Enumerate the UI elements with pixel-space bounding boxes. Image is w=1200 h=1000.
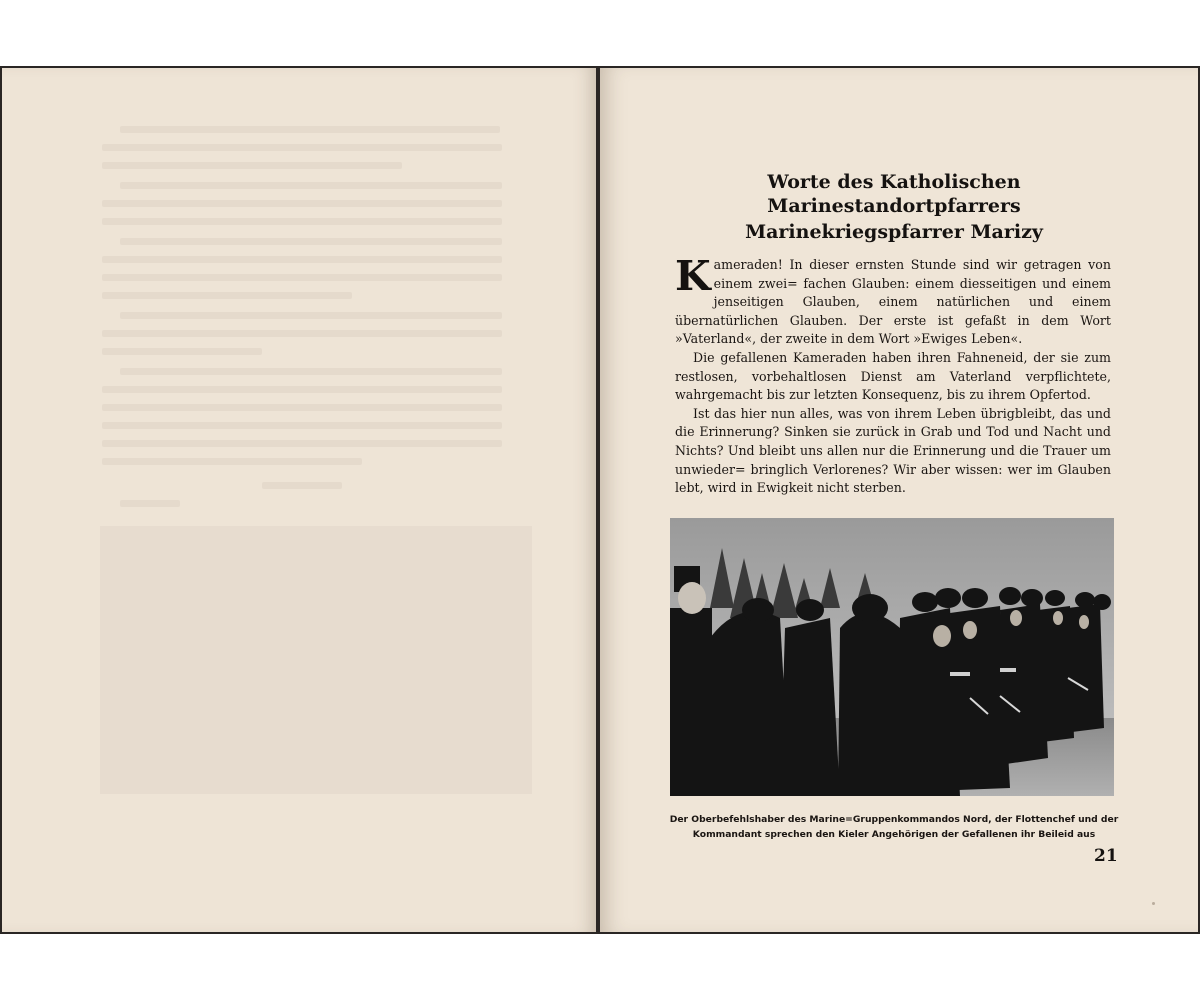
sermon-text [675,252,1111,498]
bleed-through-line [102,144,502,151]
bleed-through-line [102,274,502,281]
paper-speck [1152,902,1155,905]
bleed-through-line [102,256,502,263]
book-spread [0,66,1200,934]
bleed-through-line [102,422,502,429]
bleed-through-line [102,440,502,447]
bleed-through-line [120,182,502,189]
bleed-through-line [120,238,502,245]
bleed-through-line [102,162,402,169]
bleed-through-line [102,348,262,355]
paragraph-2: Die gefallenen Kameraden haben ihren Fahneneid, der sie zum restlosen, vorbehaltlosen Dienst am Vaterland verpflichtete, wahrgemacht bis zur letzten Konsequenz, bis zu ihrem Opfertod. [675,349,1111,403]
bleed-through-line [102,330,502,337]
page-number: 21 [1094,846,1118,866]
bleed-through-line [120,312,502,319]
photo-caption [660,812,1128,842]
photo-illustration [670,518,1114,796]
bleed-through-line [102,458,362,465]
paragraph-1 [675,252,1111,349]
left-page [2,68,596,932]
caption-line-2: Kommandant sprechen den Kieler Angehörigen der Gefallenen ihr Beileid aus [692,829,1096,840]
caption-line-1: Der Oberbefehlshaber des Marine=Gruppenkommandos Nord, der Flottenchef und der [669,814,1119,825]
bleed-through-line [102,404,502,411]
bleed-through-line [120,126,500,133]
bleed-through-line [102,386,502,393]
bleed-through-line [120,368,502,375]
photograph-mourners [670,518,1114,796]
right-page [600,68,1198,932]
title-line-1: Worte des Katholischen Marinestandortpfarrers [767,171,1021,217]
bleed-through-line [120,500,180,507]
bleed-through-line [102,218,502,225]
paragraph-1-text: ameraden! In dieser ernsten Stunde sind wir getragen von einem zwei= fachen Glauben: einem diesseitigen und einem jenseitigen Glauben, einem natürlichen und einem übernatürlichen Glauben. Der erste ist gefaßt in dem Wort »Vaterland«, der zweite in dem Wort »Ewiges Leben«. [675,257,1111,347]
drop-cap: K [675,252,711,300]
bleed-through-photo [100,526,532,794]
bleed-through-line [262,482,342,489]
title-line-2: Marinekriegspfarrer Marizy [745,221,1043,243]
page-title [660,170,1128,244]
paragraph-3: Ist das hier nun alles, was von ihrem Leben übrigbleibt, das und die Erinnerung? Sinken sie zurück in Grab und Tod und Nacht und Nichts? Und bleibt uns allen nur die Erinnerung und die Trauer um unwieder= bringlich Verlorenes? Wir aber wissen: wer im Glauben lebt, wird in Ewigkeit nicht sterben. [675,405,1111,496]
bleed-through-line [102,200,502,207]
bleed-through-line [102,292,352,299]
